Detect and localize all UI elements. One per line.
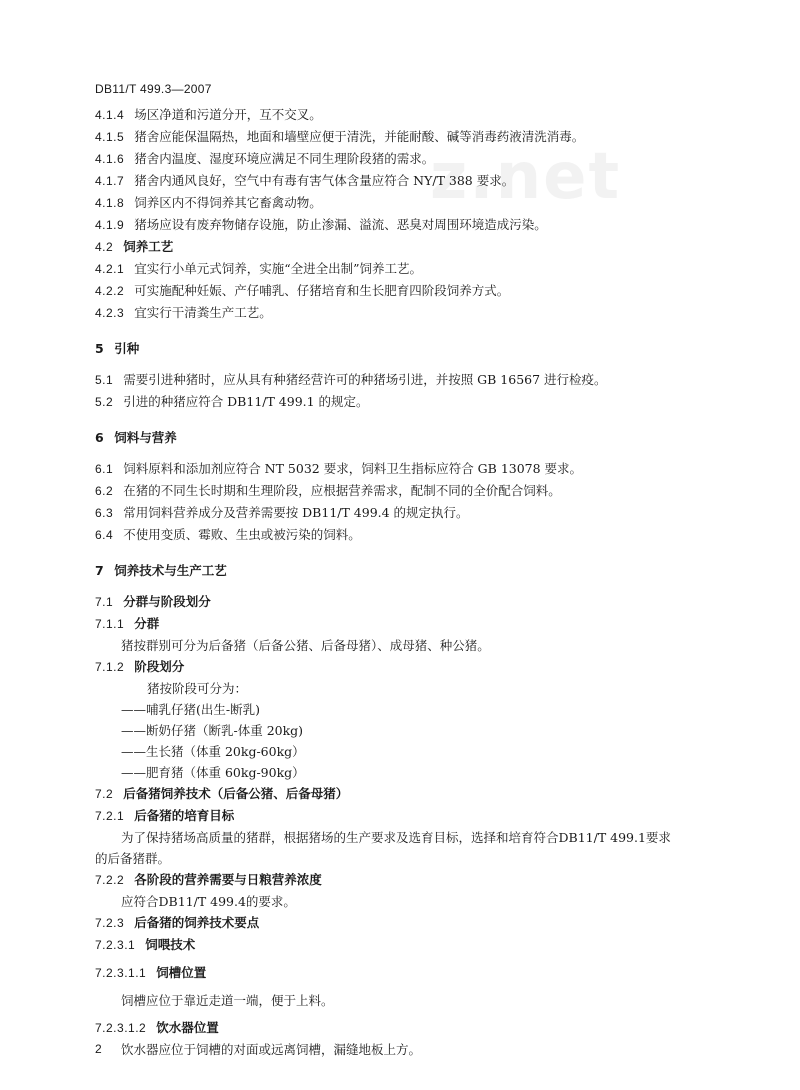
clause-number: 4.1.7 <box>95 174 125 188</box>
heading-7-2-3 <box>95 912 735 934</box>
heading-number: 7.2.1 <box>95 809 125 823</box>
clause-number: 4.2.1 <box>95 262 125 276</box>
document-body <box>95 104 735 1060</box>
clause-text: 猪舍内通风良好，空气中有毒有害气体含量应符合 NY/T 388 要求。 <box>134 173 515 188</box>
heading-number: 7.2.2 <box>95 873 125 887</box>
heading-7-2 <box>95 783 735 805</box>
clause-number: 6.4 <box>95 528 114 542</box>
clause-5-2 <box>95 391 735 413</box>
heading-text: 各阶段的营养需要与日粮营养浓度 <box>134 872 322 887</box>
heading-text: 阶段划分 <box>134 659 185 674</box>
paragraph-7-2-3-1-2: 饮水器应位于饲槽的对面或远离饲槽，漏缝地板上方。 <box>121 1042 422 1057</box>
heading-7-1-2 <box>95 656 735 678</box>
heading-text: 饮水器位置 <box>156 1020 219 1035</box>
watermark-text: z.net <box>430 140 622 214</box>
clause-4-1-4 <box>95 104 735 126</box>
heading-text: 后备猪饲养技术（后备公猪、后备母猪） <box>123 786 349 801</box>
page-number: 2 <box>95 1042 102 1056</box>
clause-text: 场区净道和污道分开，互不交叉。 <box>134 107 322 122</box>
heading-number: 4.2 <box>95 240 114 254</box>
clause-number: 5.1 <box>95 373 114 387</box>
heading-text: 后备猪的饲养技术要点 <box>134 915 260 930</box>
clause-text: 饲料原料和添加剂应符合 NT 5032 要求，饲料卫生指标应符合 GB 13078 要求。 <box>123 461 583 476</box>
clause-4-1-8 <box>95 192 735 214</box>
section-number: 5 <box>95 341 105 356</box>
heading-number: 7.1 <box>95 595 114 609</box>
clause-4-1-5 <box>95 126 735 148</box>
paragraph-7-1-1: 猪按群别可分为后备猪（后备公猪、后备母猪）、成母猪、种公猪。 <box>121 638 490 653</box>
heading-7-2-2 <box>95 869 735 891</box>
section-heading-6 <box>95 427 735 448</box>
heading-text: 饲槽位置 <box>156 965 207 980</box>
heading-7-2-3-1 <box>95 934 735 956</box>
clause-text: 猪场应设有废弃物储存设施，防止渗漏、溢流、恶臭对周围环境造成污染。 <box>134 217 547 232</box>
clause-number: 4.2.2 <box>95 284 125 298</box>
heading-number: 7.1.2 <box>95 660 125 674</box>
section-heading-7 <box>95 560 735 581</box>
paragraph-7-2-1-line-2: 的后备猪群。 <box>95 851 171 866</box>
clause-4-1-6 <box>95 148 735 170</box>
section-heading-5 <box>95 338 735 359</box>
stage-list-item: ——肥育猪（体重 60kg-90kg） <box>121 765 305 780</box>
section-number: 7 <box>95 563 105 578</box>
stage-list-item: ——断奶仔猪（断乳-体重 20kg) <box>121 723 304 738</box>
clause-text: 猪舍应能保温隔热，地面和墙壁应便于清洗，并能耐酸、碱等消毒药液清洗消毒。 <box>134 129 585 144</box>
heading-number: 7.2.3.1.2 <box>95 1021 147 1035</box>
paragraph-7-2-3-1-1: 饲槽应位于靠近走道一端，便于上料。 <box>121 993 334 1008</box>
clause-text: 宜实行小单元式饲养，实施“全进全出制”饲养工艺。 <box>134 261 422 276</box>
clause-number: 6.1 <box>95 462 114 476</box>
paragraph-7-2-2: 应符合DB11/T 499.4的要求。 <box>121 894 296 909</box>
clause-4-1-7 <box>95 170 735 192</box>
heading-7-2-1 <box>95 805 735 827</box>
section-number: 6 <box>95 430 105 445</box>
section-title: 饲料与营养 <box>114 430 177 445</box>
clause-4-2-1 <box>95 258 735 280</box>
clause-5-1 <box>95 369 735 391</box>
heading-number: 7.2.3 <box>95 916 125 930</box>
clause-text: 不使用变质、霉败、生虫或被污染的饲料。 <box>123 527 361 542</box>
heading-7-2-3-1-2 <box>95 1017 735 1039</box>
heading-4-2 <box>95 236 735 258</box>
clause-text: 引进的种猪应符合 DB11/T 499.1 的规定。 <box>123 394 369 409</box>
clause-6-3 <box>95 502 735 524</box>
clause-6-1 <box>95 458 735 480</box>
heading-7-1-1 <box>95 613 735 635</box>
clause-4-2-3 <box>95 302 735 324</box>
clause-text: 饲养区内不得饲养其它畜禽动物。 <box>134 195 322 210</box>
heading-text: 后备猪的培育目标 <box>134 808 235 823</box>
section-title: 饲养技术与生产工艺 <box>114 563 227 578</box>
heading-text: 饲喂技术 <box>145 937 196 952</box>
clause-6-2 <box>95 480 735 502</box>
clause-number: 4.1.4 <box>95 108 125 122</box>
clause-text: 常用饲料营养成分及营养需要按 DB11/T 499.4 的规定执行。 <box>123 505 469 520</box>
heading-7-2-3-1-1 <box>95 962 735 984</box>
paragraph-7-1-2-intro: 猪按阶段可分为： <box>147 681 248 696</box>
clause-number: 4.1.5 <box>95 130 125 144</box>
stage-list-item: ——哺乳仔猪(出生-断乳) <box>121 702 260 717</box>
clause-4-2-2 <box>95 280 735 302</box>
clause-text: 在猪的不同生长时期和生理阶段，应根据营养需求，配制不同的全价配合饲料。 <box>123 483 561 498</box>
clause-number: 6.2 <box>95 484 114 498</box>
stage-list-item: ——生长猪（体重 20kg-60kg） <box>121 744 305 759</box>
clause-text: 宜实行干清粪生产工艺。 <box>134 305 272 320</box>
clause-number: 6.3 <box>95 506 114 520</box>
clause-6-4 <box>95 524 735 546</box>
heading-text: 分群与阶段划分 <box>123 594 211 609</box>
heading-number: 7.2 <box>95 787 114 801</box>
paragraph-7-2-1-line-1: 为了保持猪场高质量的猪群，根据猪场的生产要求及选育目标，选择和培育符合DB11/T 499.1要求 <box>121 830 671 845</box>
clause-number: 4.1.6 <box>95 152 125 166</box>
clause-text: 可实施配种妊娠、产仔哺乳、仔猪培育和生长肥育四阶段饲养方式。 <box>134 283 510 298</box>
heading-text: 饲养工艺 <box>123 239 174 254</box>
clause-4-1-9 <box>95 214 735 236</box>
heading-text: 分群 <box>134 616 160 631</box>
clause-number: 4.1.8 <box>95 196 125 210</box>
clause-number: 5.2 <box>95 395 114 409</box>
heading-number: 7.2.3.1 <box>95 938 136 952</box>
clause-number: 4.2.3 <box>95 306 125 320</box>
clause-number: 4.1.9 <box>95 218 125 232</box>
heading-7-1 <box>95 591 735 613</box>
section-title: 引种 <box>114 341 140 356</box>
heading-number: 7.1.1 <box>95 617 125 631</box>
heading-number: 7.2.3.1.1 <box>95 966 147 980</box>
clause-text: 猪舍内温度、湿度环境应满足不同生理阶段猪的需求。 <box>134 151 435 166</box>
clause-text: 需要引进种猪时，应从具有种猪经营许可的种猪场引进，并按照 GB 16567 进行检疫。 <box>123 372 607 387</box>
document-code-header: DB11/T 499.3—2007 <box>95 82 212 96</box>
